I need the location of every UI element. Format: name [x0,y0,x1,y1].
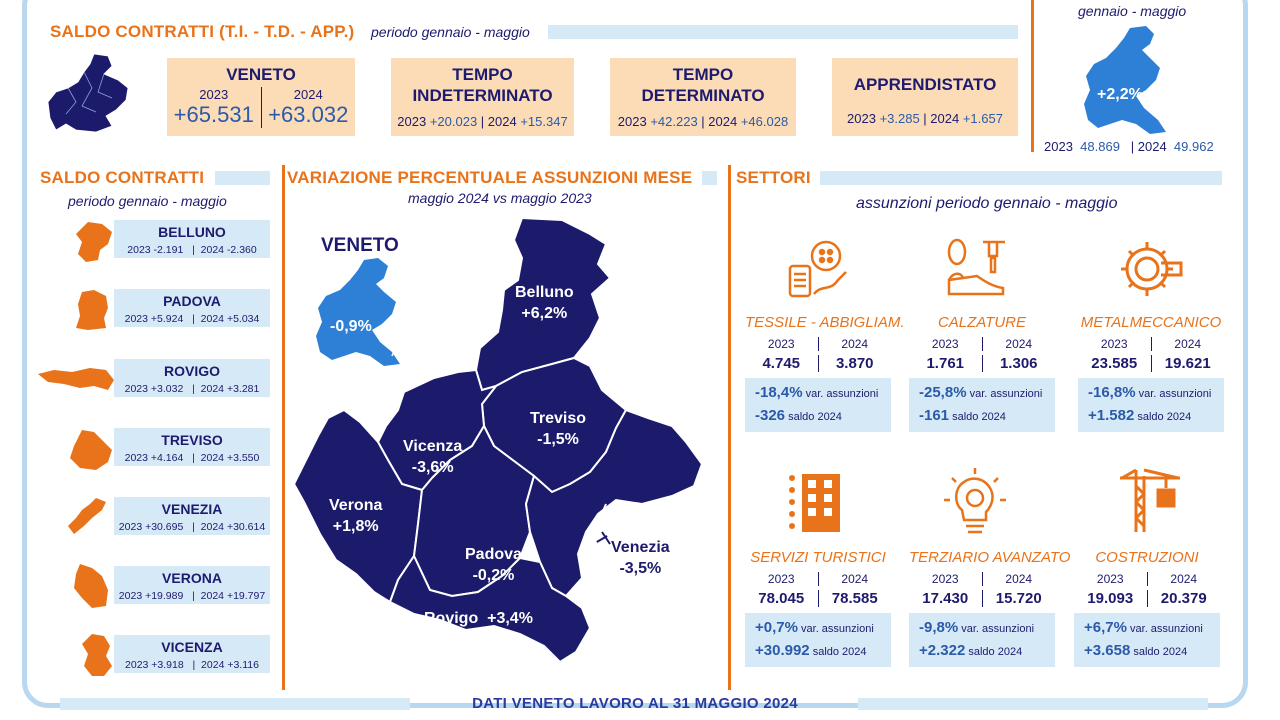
kpi-veneto-year-2024: 2024 [293,87,323,102]
left-period: periodo gennaio - maggio [68,193,227,209]
sectors-subtitle: assunzioni periodo gennaio - maggio [856,195,1118,212]
veneto-center-pct: -0,9% [330,318,372,335]
sector-name: TESSILE - ABBIGLIAM. [745,314,905,331]
top-right-period: gennaio - maggio [1078,3,1187,19]
center-divider-left [282,165,285,690]
sector-saldo: -161 [919,407,950,424]
sector-var-label: var. assunzioni [801,623,874,635]
top-right-pct: +2,2% [1097,86,1143,103]
sector-value-2024: 19.621 [1164,355,1211,372]
sector-card-lightbulb [909,549,1071,667]
sector-card-hotel [745,549,891,667]
kpi-tempo-determinato [610,58,796,136]
province-values: 2023 +3.032 | 2024 +3.281 [124,383,260,395]
sewing-icon [784,236,850,302]
shoe-icon [943,236,1009,302]
sector-saldo: +30.992 [755,642,810,659]
center-title-bar [702,171,717,185]
sector-value-2023: 17.430 [909,590,983,607]
province-values: 2023 -2.191 | 2024 -2.360 [127,244,257,256]
lightbulb-icon [940,466,1010,534]
veneto-label: VENETO [321,235,399,256]
verona-map [72,562,112,610]
sector-year-2024: 2024 [841,337,869,351]
sector-value-2024: 78.585 [831,590,878,607]
venezia-map [66,496,108,536]
sector-summary-box [1078,378,1224,432]
sector-saldo-label: saldo 2024 [1133,646,1188,658]
sector-saldo: +1.582 [1088,407,1135,424]
footer-bar-left [60,698,410,710]
map-label-rovigo: Rovigo +3,4% [424,610,533,627]
sectors-title: SETTORI [736,168,811,187]
kpi-veneto-title: VENETO [226,65,296,84]
sector-value-2023: 19.093 [1074,590,1148,607]
sector-card-crane [1074,549,1220,667]
province-name: BELLUNO [158,224,226,240]
kpi-td-values: 2023 +42.223 | 2024 +46.028 [617,114,789,129]
map-label-verona: Verona +1,8% [329,497,383,535]
map-label-treviso: Treviso -1,5% [530,410,587,448]
footer-text: DATI VENETO LAVORO AL 31 MAGGIO 2024 [472,695,798,712]
sector-saldo: +3.658 [1084,642,1131,659]
sector-var: -25,8% [919,384,967,401]
sector-value-2024: 20.379 [1160,590,1207,607]
sector-saldo: -326 [755,407,786,424]
kpi-app-title: APPRENDISTATO [853,75,997,94]
sector-var-label: var. assunzioni [961,623,1035,635]
sector-year-2023: 2023 [745,572,819,586]
sector-var: -16,8% [1088,384,1136,401]
kpi-ti-title-2: INDETERMINATO [412,86,553,105]
province-card-verona [114,566,270,604]
sector-var: +6,7% [1084,619,1127,636]
sector-year-2024: 2024 [1005,572,1033,586]
province-card-rovigo [114,359,270,397]
province-name: PADOVA [163,293,221,309]
sector-card-gear [1078,314,1224,432]
sector-saldo: +2.322 [919,642,966,659]
left-title: SALDO CONTRATTI [40,168,205,187]
sector-year-2024: 2024 [1170,572,1198,586]
kpi-apprendistato [832,58,1018,136]
map-label-padova: Padova -0,2% [465,546,522,584]
province-card-belluno [114,220,270,258]
sector-var-label: var. assunzioni [805,388,879,400]
kpi-veneto-value-2023: +65.531 [173,102,254,127]
sector-summary-box [745,378,891,432]
sector-name: COSTRUZIONI [1095,549,1199,566]
center-subtitle: maggio 2024 vs maggio 2023 [408,190,592,206]
sector-year-2023: 2023 [1074,572,1148,586]
sector-year-2024: 2024 [841,572,869,586]
sectors-title-bar [820,171,1222,185]
sector-year-2023: 2023 [909,572,983,586]
map-label-belluno: Belluno +6,2% [515,284,574,322]
crane-icon [1116,466,1186,534]
sector-var-label: var. assunzioni [969,388,1043,400]
top-right-values: 2023 48.869 | 2024 49.962 [1044,139,1214,154]
hotel-icon [786,470,844,534]
sector-name: TERZIARIO AVANZATO [909,549,1071,566]
footer-bar-right [858,698,1208,710]
province-values: 2023 +30.695 | 2024 +30.614 [118,521,266,533]
map-label-venezia: Venezia -3,5% [611,539,670,577]
sector-summary-box [909,613,1055,667]
province-card-vicenza [114,635,270,673]
sector-saldo-label: saldo 2024 [788,411,842,423]
sector-year-2023: 2023 [1078,337,1152,351]
sector-saldo-label: saldo 2024 [952,411,1006,423]
sector-var-label: var. assunzioni [1130,623,1203,635]
kpi-td-title-2: DETERMINATO [641,86,765,105]
left-title-bar [215,171,270,185]
padova-map [72,288,112,332]
sector-year-2024: 2024 [1174,337,1202,351]
veneto-small-map [46,52,138,136]
sector-card-shoe [909,314,1055,432]
sector-value-2024: 3.870 [835,355,874,372]
sector-value-2023: 1.761 [909,355,983,372]
sector-summary-box [1074,613,1220,667]
province-card-padova [114,289,270,327]
sector-summary-box [909,378,1055,432]
province-values: 2023 +5.924 | 2024 +5.034 [124,313,260,325]
province-name: VICENZA [161,639,223,655]
header-bar [548,25,1018,39]
treviso-map [68,428,114,472]
sector-var: +0,7% [755,619,798,636]
sector-name: METALMECCANICO [1080,314,1222,331]
kpi-veneto-value-2024: +63.032 [268,102,349,127]
province-name: TREVISO [161,432,223,448]
sector-card-sewing [745,314,905,432]
sector-value-2023: 78.045 [745,590,819,607]
veneto-provinces-map [290,214,710,666]
sector-var-label: var. assunzioni [1138,388,1212,400]
province-values: 2023 +19.989 | 2024 +19.797 [118,590,266,602]
sector-name: CALZATURE [937,314,1027,331]
kpi-td-title-1: TEMPO [672,65,734,84]
sector-name: SERVIZI TURISTICI [750,549,886,566]
belluno-map [74,220,114,264]
sector-saldo-label: saldo 2024 [1137,411,1192,423]
kpi-veneto [167,58,355,136]
sector-saldo-label: saldo 2024 [812,646,867,658]
kpi-veneto-year-2023: 2023 [199,87,229,102]
province-values: 2023 +3.918 | 2024 +3.116 [125,659,259,671]
province-name: VERONA [162,570,222,586]
kpi-ti-title-1: TEMPO [452,65,513,84]
sector-year-2024: 2024 [1005,337,1033,351]
sector-year-2023: 2023 [909,337,983,351]
sector-value-2023: 23.585 [1078,355,1152,372]
header-period: periodo gennaio - maggio [371,24,530,40]
rovigo-map [36,366,116,394]
sector-saldo-label: saldo 2024 [968,646,1023,658]
veneto-blue-map-top [1080,24,1172,136]
sector-value-2024: 15.720 [995,590,1042,607]
sector-var: -9,8% [919,619,959,636]
header-title: SALDO CONTRATTI (T.I. - T.D. - APP.) [50,22,355,41]
sector-value-2024: 1.306 [999,355,1038,372]
center-divider-right [728,165,731,690]
kpi-app-values: 2023 +3.285 | 2024 +1.657 [847,111,1003,126]
province-values: 2023 +4.164 | 2024 +3.550 [124,452,260,464]
gear-icon [1117,236,1183,302]
center-title: VARIAZIONE PERCENTUALE ASSUNZIONI MESE [287,168,693,187]
kpi-ti-values: 2023 +20.023 | 2024 +15.347 [397,114,568,129]
kpi-tempo-indeterminato [391,58,574,136]
province-name: ROVIGO [163,363,220,379]
sector-summary-box [745,613,891,667]
sector-year-2023: 2023 [745,337,819,351]
vicenza-map [80,632,114,678]
province-card-treviso [114,428,270,466]
sector-var: -18,4% [755,384,803,401]
province-name: VENEZIA [161,501,223,517]
province-card-venezia [114,497,270,535]
top-right-divider [1031,0,1034,152]
sector-value-2023: 4.745 [745,355,819,372]
map-label-vicenza: Vicenza -3,6% [403,438,463,476]
